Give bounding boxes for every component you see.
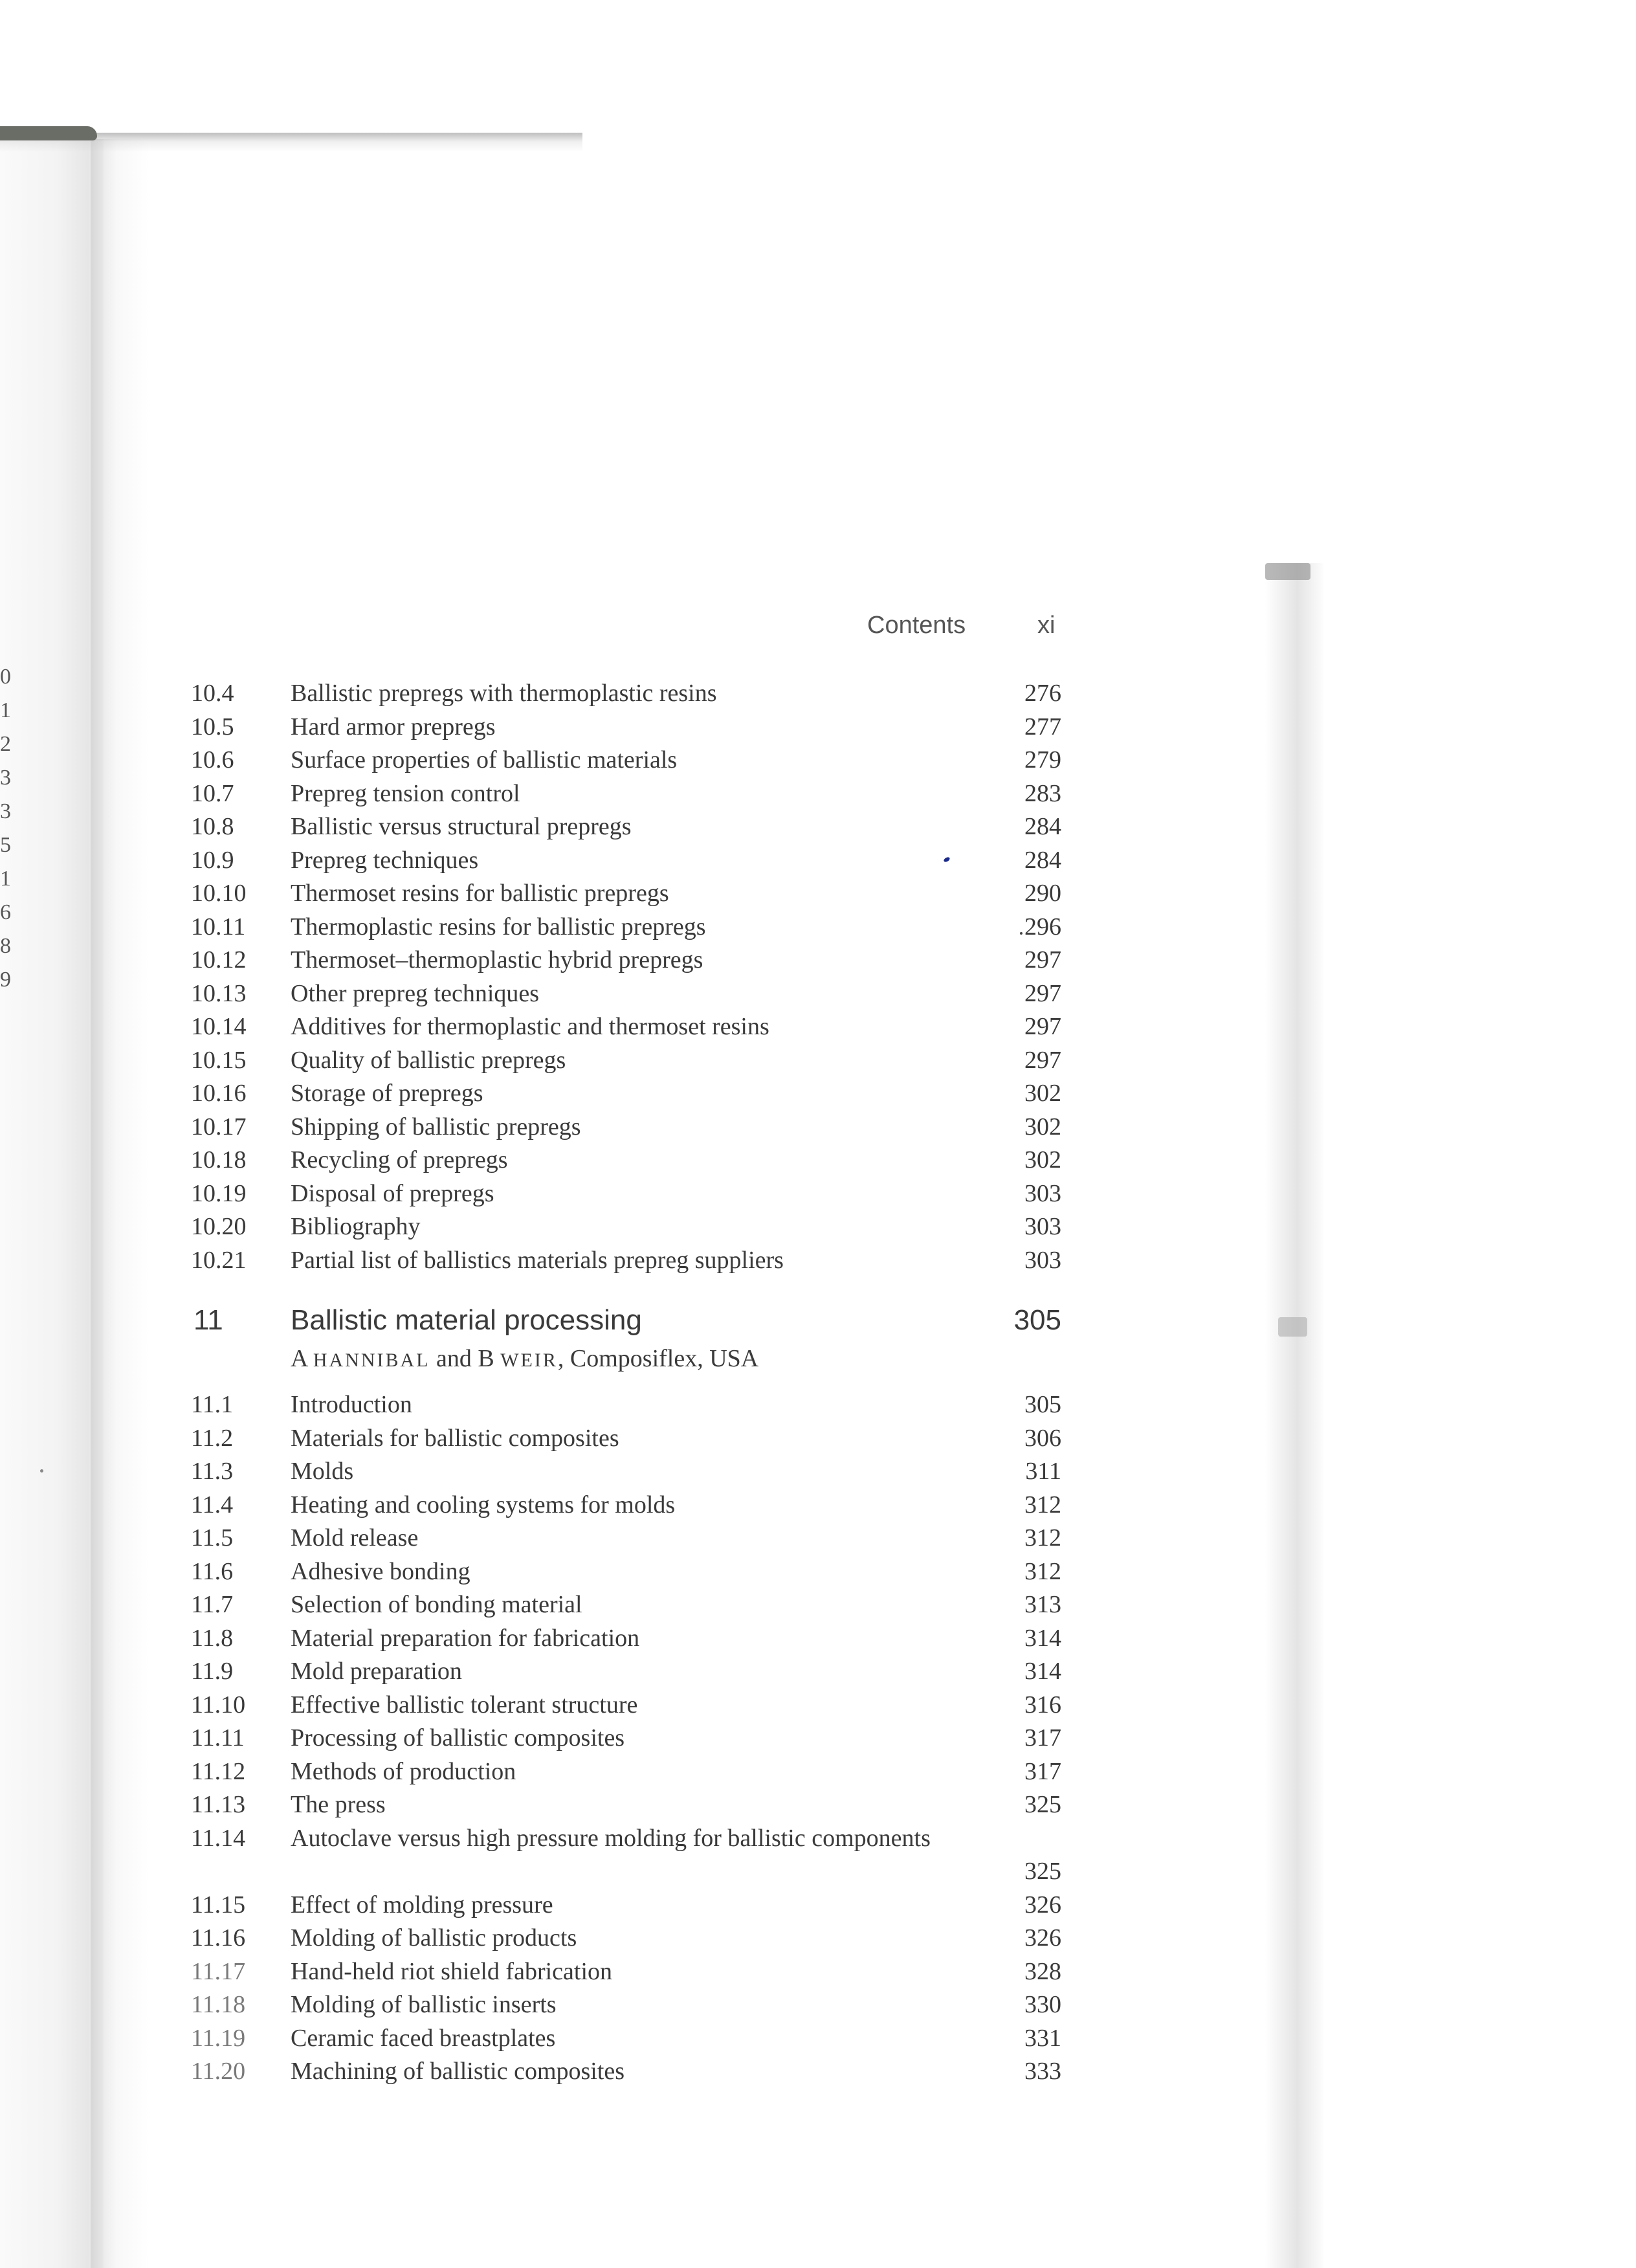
toc-entry	[191, 1522, 1061, 1555]
toc-entry	[191, 844, 1061, 878]
section-title: Storage of prepregs	[291, 1080, 483, 1107]
edge-digit: 6	[0, 900, 11, 924]
edge-digit: 1	[0, 698, 11, 722]
page-number: 328	[1024, 1957, 1061, 1985]
chapter-heading	[191, 1291, 1061, 1388]
page-number: 290	[1024, 880, 1061, 907]
toc-entry	[191, 877, 1061, 911]
toc-entry	[191, 1044, 1061, 1078]
section-number: 11.17	[191, 1957, 246, 1985]
edge-digit: 0	[0, 665, 11, 689]
page-number: 284	[1024, 846, 1061, 874]
section-number: 10.13	[191, 979, 247, 1007]
page-number: 330	[1024, 1991, 1061, 2018]
edge-digit: 8	[0, 934, 11, 958]
left-page-edge-digits	[0, 660, 26, 997]
toc-entry	[191, 1010, 1061, 1044]
page-number: 302	[1024, 1080, 1061, 1107]
page-number: 279	[1024, 746, 1061, 773]
top-page-edge-mark	[0, 126, 97, 140]
edge-digit: 1	[0, 867, 11, 891]
section-number: 10.12	[191, 946, 247, 973]
page-number: 305	[1024, 1391, 1061, 1418]
author-affiliation: , Composiflex, USA	[557, 1345, 759, 1372]
section-title: Mold preparation	[291, 1658, 462, 1685]
page-number: 314	[1024, 1624, 1061, 1652]
section-number: 10.4	[191, 680, 234, 707]
section-number: 11.2	[191, 1424, 234, 1452]
toc-entry	[191, 977, 1061, 1011]
section-title: Thermoplastic resins for ballistic prepregs	[291, 913, 706, 940]
section-number: 10.17	[191, 1113, 247, 1140]
page-number: 297	[1024, 979, 1061, 1007]
section-title: Thermoset–thermoplastic hybrid prepregs	[291, 946, 703, 973]
toc-entry	[191, 1689, 1061, 1722]
toc-entry	[191, 1622, 1061, 1656]
section-number: 11.1	[191, 1391, 234, 1418]
toc-entry	[191, 1144, 1061, 1177]
page-number: 325	[1024, 1791, 1061, 1818]
toc-entry	[191, 1755, 1061, 1789]
gutter-shadow	[91, 139, 149, 2268]
page-number: 312	[1024, 1557, 1061, 1585]
section-number: 11.12	[191, 1757, 246, 1785]
page-number: 297	[1024, 1013, 1061, 1040]
edge-digit: 9	[0, 968, 11, 992]
dust-speck	[40, 1469, 43, 1473]
toc-entry	[191, 777, 1061, 811]
page-number: 311	[1025, 1458, 1061, 1485]
section-number: 11.16	[191, 1924, 246, 1951]
section-title: Methods of production	[291, 1757, 516, 1785]
toc-entry	[191, 1555, 1061, 1589]
section-title: Ballistic versus structural prepregs	[291, 813, 632, 840]
page-number: 325	[1024, 1858, 1061, 1885]
page-number: 296	[1024, 913, 1061, 940]
chapter-authors	[291, 1344, 758, 1373]
toc-entry	[191, 1655, 1061, 1689]
section-title: Partial list of ballistics materials prepreg suppliers	[291, 1246, 784, 1274]
section-title: Thermoset resins for ballistic prepregs	[291, 880, 669, 907]
section-title: Bibliography	[291, 1213, 421, 1240]
section-number: 11.20	[191, 2058, 246, 2085]
toc-entry	[191, 1077, 1061, 1111]
toc-entry	[191, 2055, 1061, 2089]
page-number: 276	[1024, 680, 1061, 707]
toc-entry	[191, 1388, 1061, 1422]
page-number: 302	[1024, 1113, 1061, 1140]
section-title: Hard armor prepregs	[291, 713, 496, 740]
page-number: 306	[1024, 1424, 1061, 1452]
edge-digit: 3	[0, 799, 11, 823]
section-number: 10.18	[191, 1146, 247, 1173]
section-title: Molding of ballistic products	[291, 1924, 577, 1951]
toc-entry	[191, 677, 1061, 711]
section-number: 11.19	[191, 2024, 246, 2052]
edge-digit: 2	[0, 732, 11, 756]
toc-entry	[191, 1111, 1061, 1144]
section-title: Shipping of ballistic prepregs	[291, 1113, 581, 1140]
section-number: 11.7	[191, 1591, 234, 1618]
section-number: 10.16	[191, 1080, 247, 1107]
section-number: 10.6	[191, 746, 234, 773]
section-title: Molds	[291, 1458, 354, 1485]
toc-entry	[191, 1822, 1061, 1889]
section-number: 11.10	[191, 1691, 246, 1718]
page-number: 331	[1024, 2024, 1061, 2052]
section-title: Ceramic faced breastplates	[291, 2024, 556, 2052]
toc-entry	[191, 1210, 1061, 1244]
page-number: 302	[1024, 1146, 1061, 1173]
section-number: 11.4	[191, 1491, 234, 1518]
toc-entry	[191, 1988, 1061, 2022]
page-number: 314	[1024, 1658, 1061, 1685]
toc-entry	[191, 1588, 1061, 1622]
section-title: Prepreg techniques	[291, 846, 479, 874]
running-head-label: Contents	[867, 612, 966, 639]
page-number: 283	[1024, 779, 1061, 807]
page-number: 317	[1024, 1724, 1061, 1751]
section-number: 10.9	[191, 846, 234, 874]
author-surname: WEIR	[500, 1350, 558, 1371]
section-number: 11.11	[191, 1724, 245, 1751]
toc-entry	[191, 1955, 1061, 1989]
edge-digit: 3	[0, 766, 11, 790]
section-title: Prepreg tension control	[291, 779, 520, 807]
section-title: Material preparation for fabrication	[291, 1624, 640, 1652]
section-number: 10.5	[191, 713, 234, 740]
toc-entry	[191, 1244, 1061, 1278]
page-number: 277	[1024, 713, 1061, 740]
toc-entry	[191, 1489, 1061, 1522]
section-title: Materials for ballistic composites	[291, 1424, 619, 1452]
section-title: Introduction	[291, 1391, 412, 1418]
toc-entry	[191, 1177, 1061, 1211]
right-page-edge-shadow	[1265, 563, 1323, 2268]
author-surname: HANNIBAL	[313, 1350, 430, 1371]
section-number: 11.14	[191, 1824, 246, 1852]
page-number: 326	[1024, 1924, 1061, 1951]
section-number: 11.5	[191, 1524, 234, 1551]
section-number: 10.7	[191, 779, 234, 807]
toc-entry	[191, 944, 1061, 977]
section-title: Quality of ballistic prepregs	[291, 1046, 566, 1074]
section-number: 11.9	[191, 1658, 234, 1685]
page-number: 303	[1024, 1246, 1061, 1274]
toc-entry	[191, 1922, 1061, 1955]
toc-entry	[191, 911, 1061, 944]
page-number: 316	[1024, 1691, 1061, 1718]
section-title: The press	[291, 1791, 386, 1818]
page-number: 297	[1024, 946, 1061, 973]
page-number: 297	[1024, 1046, 1061, 1074]
page-number: 303	[1024, 1179, 1061, 1207]
section-title: Heating and cooling systems for molds	[291, 1491, 676, 1518]
page-number: 312	[1024, 1524, 1061, 1551]
chapter-number: 11	[193, 1304, 223, 1336]
page-folio: xi	[1037, 612, 1056, 639]
toc-entry	[191, 1722, 1061, 1755]
section-title: Mold release	[291, 1524, 419, 1551]
section-number: 11.18	[191, 1991, 246, 2018]
section-number: 11.15	[191, 1891, 246, 1918]
section-title: Processing of ballistic composites	[291, 1724, 625, 1751]
section-title: Effective ballistic tolerant structure	[291, 1691, 638, 1718]
section-number: 10.15	[191, 1046, 247, 1074]
section-number: 10.10	[191, 880, 247, 907]
page-number: 284	[1024, 813, 1061, 840]
page-number: 333	[1024, 2058, 1061, 2085]
section-number: 10.14	[191, 1013, 247, 1040]
toc-entry	[191, 711, 1061, 744]
section-number: 10.21	[191, 1246, 247, 1274]
section-title: Ballistic prepregs with thermoplastic resins	[291, 680, 717, 707]
section-title: Disposal of prepregs	[291, 1179, 494, 1207]
author-initial: A	[291, 1345, 313, 1372]
left-page-edge	[0, 139, 104, 2268]
toc-entry	[191, 2022, 1061, 2056]
section-title: Additives for thermoplastic and thermoset resins	[291, 1013, 769, 1040]
section-number: 11.3	[191, 1458, 234, 1485]
page-number: 326	[1024, 1891, 1061, 1918]
toc-entry	[191, 1422, 1061, 1456]
toc-entry	[191, 810, 1061, 844]
page-number: 313	[1024, 1591, 1061, 1618]
section-title: Adhesive bonding	[291, 1557, 470, 1585]
right-edge-mark	[1278, 1317, 1307, 1337]
author-conjunction: and B	[430, 1345, 501, 1372]
section-title: Effect of molding pressure	[291, 1891, 553, 1918]
section-number: 11.13	[191, 1791, 246, 1818]
section-number: 11.6	[191, 1557, 234, 1585]
section-number: 10.8	[191, 813, 234, 840]
chapter-title: Ballistic material processing	[291, 1304, 642, 1336]
edge-digit: 5	[0, 833, 11, 857]
chapter-page-number: 305	[1013, 1304, 1061, 1336]
page-number: 312	[1024, 1491, 1061, 1518]
page-number: 317	[1024, 1757, 1061, 1785]
toc-entry	[191, 744, 1061, 777]
section-number: 10.20	[191, 1213, 247, 1240]
section-number: 11.8	[191, 1624, 234, 1652]
right-edge-mark	[1265, 563, 1310, 580]
section-title: Recycling of prepregs	[291, 1146, 508, 1173]
section-title: Autoclave versus high pressure molding for ballistic components	[291, 1824, 931, 1852]
section-number: 10.11	[191, 913, 246, 940]
toc-entry	[191, 1889, 1061, 1922]
toc-entry	[191, 1788, 1061, 1822]
page-number: 303	[1024, 1213, 1061, 1240]
section-title: Selection of bonding material	[291, 1591, 582, 1618]
section-title: Molding of ballistic inserts	[291, 1991, 557, 2018]
section-number: 10.19	[191, 1179, 247, 1207]
table-of-contents	[191, 677, 1061, 2089]
section-title: Other prepreg techniques	[291, 979, 540, 1007]
section-title: Surface properties of ballistic materials	[291, 746, 678, 773]
section-title: Machining of ballistic composites	[291, 2058, 625, 2085]
section-title: Hand-held riot shield fabrication	[291, 1957, 613, 1985]
toc-entry	[191, 1455, 1061, 1489]
